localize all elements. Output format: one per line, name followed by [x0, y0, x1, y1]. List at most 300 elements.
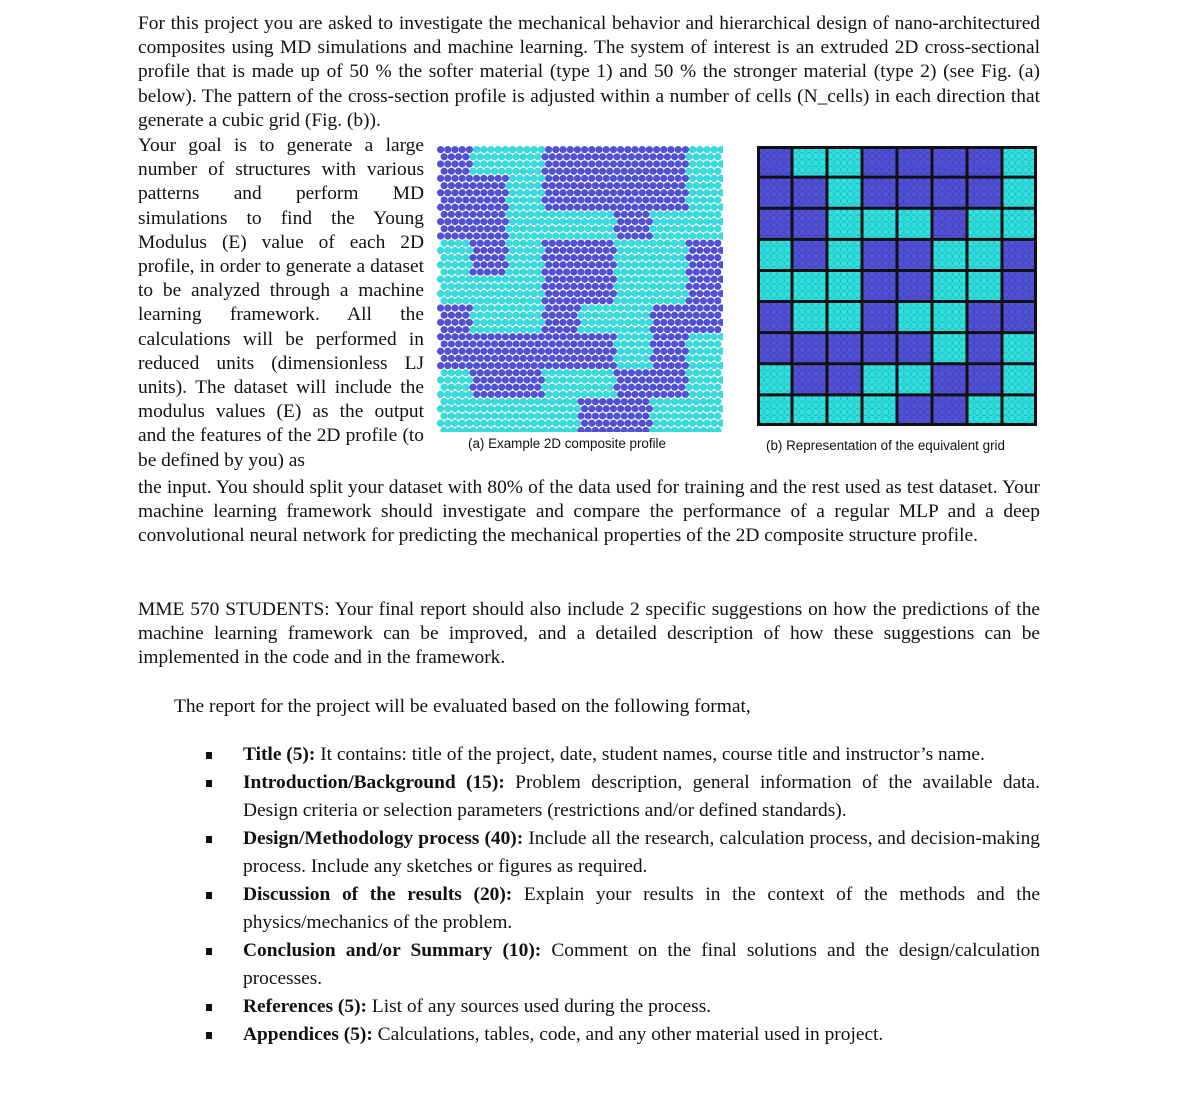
atom-bead [534, 168, 541, 175]
atom-bead [649, 153, 656, 160]
atom-bead [520, 355, 527, 362]
atom-bead [577, 196, 584, 203]
atom-bead [657, 369, 664, 376]
atom-bead [711, 189, 718, 196]
atom-bead [487, 218, 494, 225]
atom-bead [523, 304, 530, 311]
atom-bead [685, 398, 692, 405]
atom-bead [556, 254, 563, 261]
atom-bead [599, 384, 606, 391]
atom-bead [509, 304, 516, 311]
atom-bead [685, 384, 692, 391]
atom-bead [581, 276, 588, 283]
atom-bead [685, 211, 692, 218]
atom-bead [541, 427, 548, 432]
atom-bead [556, 240, 563, 247]
atom-bead [513, 225, 520, 232]
atom-bead [617, 333, 624, 340]
atom-bead [444, 175, 451, 182]
atom-bead [628, 196, 635, 203]
atom-bead [585, 384, 592, 391]
atom-bead [480, 333, 487, 340]
atom-bead [639, 232, 646, 239]
atom-bead [549, 211, 556, 218]
atom-bead [675, 276, 682, 283]
atom-bead [484, 182, 491, 189]
atom-bead [696, 420, 703, 427]
atom-bead [534, 369, 541, 376]
atom-bead [498, 240, 505, 247]
atom-bead [520, 326, 527, 333]
atom-bead [469, 427, 476, 432]
atom-bead [563, 369, 570, 376]
atom-bead [549, 268, 556, 275]
atom-bead [541, 297, 548, 304]
atom-bead [577, 412, 584, 419]
atom-bead [617, 319, 624, 326]
atom-bead [592, 340, 599, 347]
atom-bead [689, 304, 696, 311]
atom-bead [693, 384, 700, 391]
atom-bead [696, 247, 703, 254]
atom-bead [581, 247, 588, 254]
atom-bead [639, 247, 646, 254]
atom-bead [660, 276, 667, 283]
atom-bead [685, 240, 692, 247]
atom-bead [574, 175, 581, 182]
atom-bead [491, 153, 498, 160]
atom-bead [523, 333, 530, 340]
atom-bead [617, 247, 624, 254]
atom-bead [570, 268, 577, 275]
atom-bead [592, 153, 599, 160]
atom-bead [657, 240, 664, 247]
atom-bead [621, 268, 628, 275]
atom-bead [505, 268, 512, 275]
atom-bead [653, 304, 660, 311]
atom-bead [466, 218, 473, 225]
atom-bead [700, 326, 707, 333]
atom-bead [628, 384, 635, 391]
atom-bead [549, 225, 556, 232]
rubric-item-methodology: Design/Methodology process (40): Include all the research, calculation process, and decision-making process. Include any sketches or figures as required. [206, 825, 1040, 881]
atom-bead [451, 146, 458, 153]
atom-bead [441, 168, 448, 175]
atom-bead [617, 304, 624, 311]
atom-bead [473, 405, 480, 412]
atom-bead [559, 333, 566, 340]
atom-bead [574, 218, 581, 225]
atom-bead [469, 297, 476, 304]
atom-bead [459, 160, 466, 167]
atom-bead [459, 276, 466, 283]
atom-bead [581, 319, 588, 326]
atom-bead [527, 182, 534, 189]
atom-bead [466, 405, 473, 412]
atom-bead [581, 232, 588, 239]
atom-bead [545, 362, 552, 369]
atom-bead [484, 369, 491, 376]
atom-bead [498, 412, 505, 419]
atom-bead [491, 355, 498, 362]
atom-bead [444, 376, 451, 383]
atom-bead [675, 362, 682, 369]
atom-bead [549, 312, 556, 319]
atom-bead [538, 348, 545, 355]
atom-bead [682, 261, 689, 268]
atom-bead [559, 261, 566, 268]
atom-bead [577, 268, 584, 275]
atom-bead [491, 254, 498, 261]
atom-bead [606, 211, 613, 218]
rubric-list [206, 741, 1040, 1049]
atom-bead [603, 189, 610, 196]
atom-bead [491, 312, 498, 319]
atom-bead [448, 427, 455, 432]
atom-bead [570, 384, 577, 391]
atom-bead [667, 376, 674, 383]
atom-bead [495, 304, 502, 311]
atom-bead [613, 225, 620, 232]
atom-bead [714, 283, 721, 290]
atom-bead [671, 196, 678, 203]
atom-bead [649, 427, 656, 432]
atom-bead [581, 189, 588, 196]
atom-bead [487, 304, 494, 311]
atom-bead [513, 283, 520, 290]
atom-bead [624, 405, 631, 412]
atom-bead [462, 168, 469, 175]
atom-bead [531, 391, 538, 398]
atom-bead [642, 427, 649, 432]
atom-bead [718, 420, 723, 427]
atom-bead [711, 261, 718, 268]
atom-bead [480, 175, 487, 182]
atom-bead [567, 204, 574, 211]
atom-bead [585, 153, 592, 160]
atom-bead [667, 232, 674, 239]
atom-bead [527, 312, 534, 319]
atom-bead [624, 146, 631, 153]
atom-bead [585, 412, 592, 419]
atom-bead [657, 196, 664, 203]
atom-bead [477, 340, 484, 347]
atom-bead [473, 319, 480, 326]
atom-bead [487, 290, 494, 297]
atom-bead [455, 196, 462, 203]
atom-bead [581, 420, 588, 427]
atom-bead [660, 290, 667, 297]
atom-bead [577, 369, 584, 376]
atom-bead [696, 348, 703, 355]
atom-bead [559, 175, 566, 182]
atom-bead [505, 312, 512, 319]
atom-bead [657, 268, 664, 275]
atom-bead [509, 261, 516, 268]
atom-bead [642, 196, 649, 203]
atom-bead [703, 376, 710, 383]
atom-bead [538, 146, 545, 153]
atom-bead [487, 261, 494, 268]
atom-bead [671, 312, 678, 319]
atom-bead [660, 391, 667, 398]
atom-bead [628, 398, 635, 405]
atom-bead [498, 398, 505, 405]
atom-bead [592, 240, 599, 247]
atom-bead [513, 312, 520, 319]
atom-bead [592, 398, 599, 405]
atom-bead [567, 391, 574, 398]
atom-bead [628, 254, 635, 261]
atom-bead [678, 355, 685, 362]
atom-bead [696, 204, 703, 211]
atom-bead [585, 340, 592, 347]
atom-bead [505, 412, 512, 419]
rubric-item-appendices: Appendices (5): Calculations, tables, code, and any other material used in project. [206, 1021, 1040, 1049]
atom-bead [711, 175, 718, 182]
bullet-icon [206, 836, 212, 843]
atom-bead [556, 312, 563, 319]
atom-bead [527, 355, 534, 362]
atom-bead [664, 326, 671, 333]
atom-bead [689, 348, 696, 355]
atom-bead [545, 204, 552, 211]
goal-paragraph-wrapped: Your goal is to generate a large number of structures with various patterns and perform MD simulations to find the Young Modulus (E) value of each 2D profile, in order to generate a dataset to be analyzed through a machine learning framework. All the calculations will be performed in reduced units (dimensionless LJ units). The dataset will include the modulus values (E) as the output and the features of the 2D profile (to be defined by you) as [138, 135, 424, 471]
atom-bead [448, 196, 455, 203]
atom-bead [718, 261, 723, 268]
atom-bead [509, 276, 516, 283]
atom-bead [484, 225, 491, 232]
atom-bead [649, 369, 656, 376]
atom-bead [451, 420, 458, 427]
atom-bead [567, 376, 574, 383]
atom-bead [639, 290, 646, 297]
atom-bead [703, 247, 710, 254]
atom-bead [682, 247, 689, 254]
atom-bead [563, 225, 570, 232]
atom-bead [711, 376, 718, 383]
atom-bead [523, 261, 530, 268]
atom-bead [538, 304, 545, 311]
atom-bead [642, 398, 649, 405]
atom-bead [660, 333, 667, 340]
atom-bead [639, 304, 646, 311]
atom-bead [610, 304, 617, 311]
atom-bead [559, 247, 566, 254]
atom-bead [462, 312, 469, 319]
atom-bead [469, 225, 476, 232]
atom-bead [487, 333, 494, 340]
atom-bead [606, 283, 613, 290]
atom-bead [682, 160, 689, 167]
atom-bead [635, 182, 642, 189]
atom-bead [599, 153, 606, 160]
atom-bead [653, 175, 660, 182]
rubric-item-discussion: Discussion of the results (20): Explain your results in the context of the methods and the physics/mechanics of the problem. [206, 881, 1040, 937]
atom-bead [678, 412, 685, 419]
atom-bead [531, 405, 538, 412]
atom-bead [610, 405, 617, 412]
atom-bead [639, 319, 646, 326]
atom-bead [642, 211, 649, 218]
atom-bead [653, 218, 660, 225]
atom-bead [671, 153, 678, 160]
atom-bead [660, 160, 667, 167]
atom-bead [675, 290, 682, 297]
atom-bead [495, 261, 502, 268]
atom-bead [451, 247, 458, 254]
atom-bead [487, 189, 494, 196]
atom-bead [595, 232, 602, 239]
atom-bead [491, 283, 498, 290]
atom-bead [592, 412, 599, 419]
atom-bead [545, 319, 552, 326]
atom-bead [621, 412, 628, 419]
atom-bead [610, 290, 617, 297]
atom-bead [459, 232, 466, 239]
atom-bead [552, 405, 559, 412]
atom-bead [657, 427, 664, 432]
atom-bead [624, 333, 631, 340]
atom-bead [603, 420, 610, 427]
atom-bead [480, 405, 487, 412]
atom-bead [451, 348, 458, 355]
atom-bead [455, 254, 462, 261]
atom-bead [534, 225, 541, 232]
atom-bead [538, 391, 545, 398]
atom-bead [631, 175, 638, 182]
atom-bead [559, 420, 566, 427]
atom-bead [711, 276, 718, 283]
atom-bead [714, 182, 721, 189]
atom-bead [703, 405, 710, 412]
atom-bead [657, 326, 664, 333]
atom-bead [606, 355, 613, 362]
atom-bead [628, 340, 635, 347]
atom-bead [588, 218, 595, 225]
atom-bead [520, 168, 527, 175]
atom-bead [649, 182, 656, 189]
atom-bead [516, 261, 523, 268]
atom-bead [495, 204, 502, 211]
atom-bead [646, 261, 653, 268]
atom-bead [541, 168, 548, 175]
atom-bead [703, 204, 710, 211]
atom-bead [523, 276, 530, 283]
atom-bead [599, 268, 606, 275]
atom-bead [516, 218, 523, 225]
atom-bead [581, 362, 588, 369]
atom-bead [588, 146, 595, 153]
atom-bead [484, 211, 491, 218]
atom-bead [549, 384, 556, 391]
atom-bead [610, 391, 617, 398]
atom-bead [606, 240, 613, 247]
atom-bead [678, 297, 685, 304]
atom-bead [635, 326, 642, 333]
atom-bead [646, 348, 653, 355]
atom-bead [477, 312, 484, 319]
atom-bead [682, 319, 689, 326]
atom-bead [592, 355, 599, 362]
atom-bead [588, 405, 595, 412]
atom-bead [588, 261, 595, 268]
atom-bead [592, 384, 599, 391]
atom-bead [513, 168, 520, 175]
atom-bead [689, 290, 696, 297]
atom-bead [603, 362, 610, 369]
atom-bead [657, 340, 664, 347]
atom-bead [628, 412, 635, 419]
atom-bead [563, 153, 570, 160]
atom-bead [649, 412, 656, 419]
atom-bead [495, 376, 502, 383]
atom-bead [459, 175, 466, 182]
atom-bead [660, 261, 667, 268]
atom-bead [678, 384, 685, 391]
atom-bead [577, 211, 584, 218]
atom-bead [538, 232, 545, 239]
atom-bead [585, 355, 592, 362]
atom-bead [505, 340, 512, 347]
atom-bead [462, 254, 469, 261]
atom-bead [437, 420, 444, 427]
atom-bead [480, 204, 487, 211]
atom-bead [667, 189, 674, 196]
atom-bead [599, 369, 606, 376]
atom-bead [693, 211, 700, 218]
atom-bead [538, 319, 545, 326]
atom-bead [509, 391, 516, 398]
atom-bead [498, 283, 505, 290]
atom-bead [678, 369, 685, 376]
atom-bead [487, 175, 494, 182]
atom-bead [505, 326, 512, 333]
atom-bead [495, 333, 502, 340]
atom-bead [678, 153, 685, 160]
atom-bead [556, 153, 563, 160]
atom-bead [502, 160, 509, 167]
atom-bead [685, 412, 692, 419]
atom-bead [671, 240, 678, 247]
atom-bead [667, 333, 674, 340]
atom-bead [444, 319, 451, 326]
atom-bead [469, 326, 476, 333]
atom-bead [649, 283, 656, 290]
atom-bead [473, 146, 480, 153]
atom-bead [664, 168, 671, 175]
atom-bead [631, 420, 638, 427]
atom-bead [469, 211, 476, 218]
atom-bead [603, 348, 610, 355]
figure-b-equivalent-grid [757, 146, 1037, 426]
atom-bead [585, 225, 592, 232]
atom-bead [466, 391, 473, 398]
atom-bead [642, 168, 649, 175]
atom-bead [621, 153, 628, 160]
atom-bead [556, 384, 563, 391]
atom-bead [567, 362, 574, 369]
atom-bead [574, 160, 581, 167]
figure-b-caption: (b) Representation of the equivalent grid [766, 438, 1005, 453]
atom-bead [696, 261, 703, 268]
atom-bead [455, 384, 462, 391]
atom-bead [621, 168, 628, 175]
atom-bead [603, 319, 610, 326]
atom-bead [667, 348, 674, 355]
atom-bead [487, 276, 494, 283]
atom-bead [624, 319, 631, 326]
